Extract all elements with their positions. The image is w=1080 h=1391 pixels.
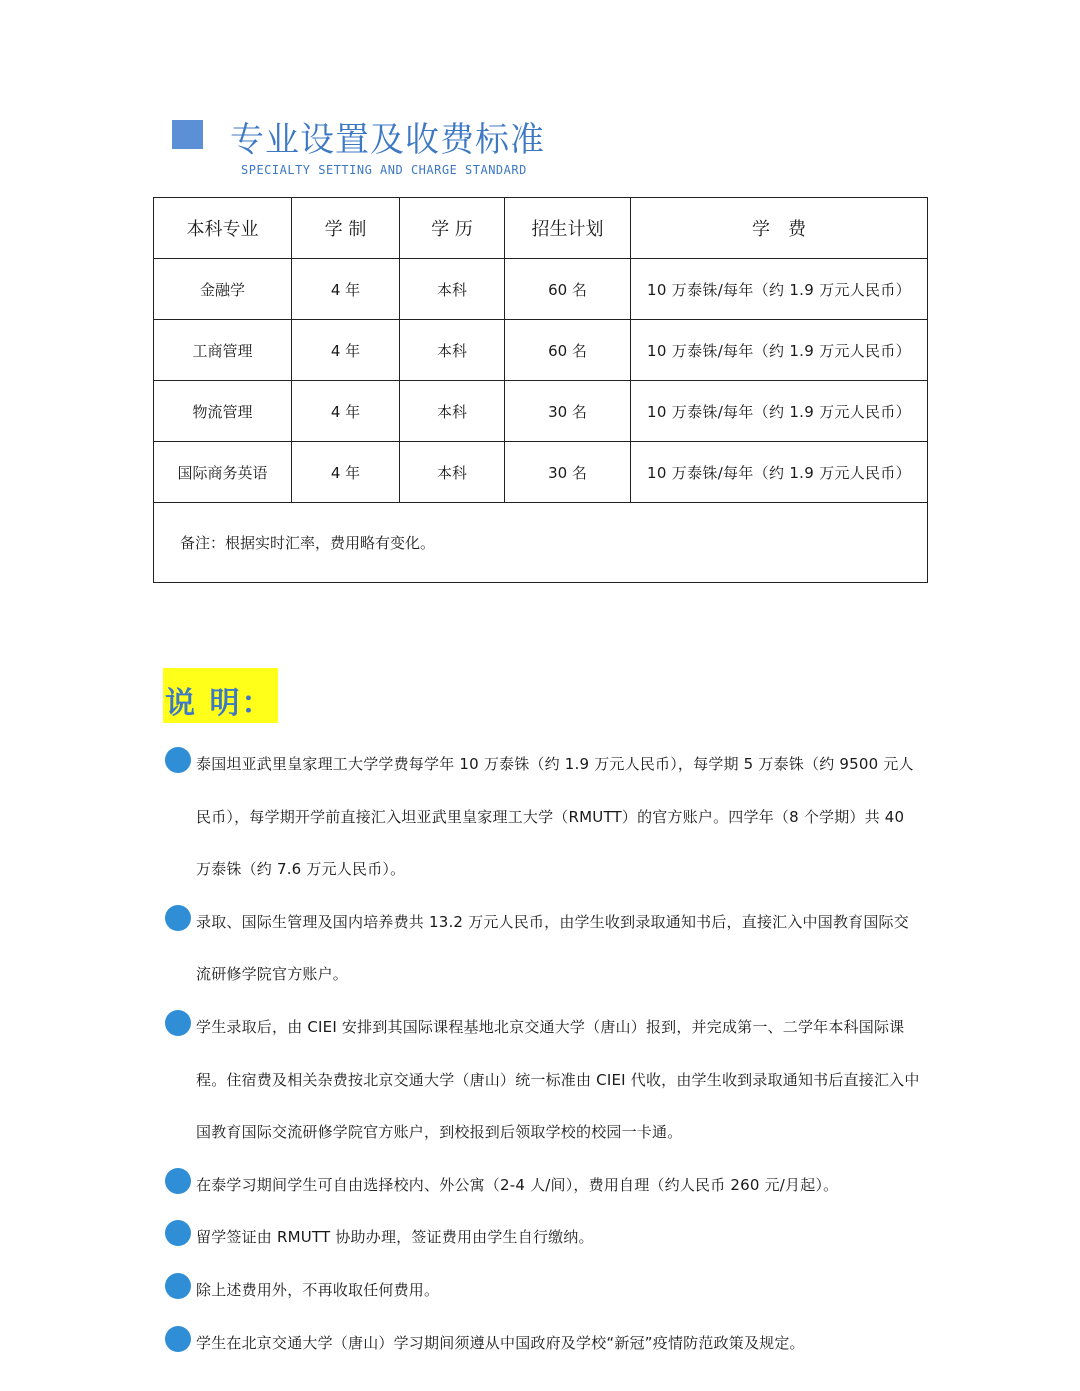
table-row: [154, 320, 928, 381]
cell-duration: 4 年: [292, 320, 400, 381]
list-item: [163, 1159, 923, 1212]
bullet-dot-icon: [165, 1326, 191, 1352]
header-quota: 招生计划: [505, 198, 631, 259]
bullet-dot-icon: [165, 1273, 191, 1299]
bullet-dot-icon: [165, 1220, 191, 1246]
cell-duration: 4 年: [292, 442, 400, 503]
cell-fee: 10 万泰铢/每年（约 1.9 万元人民币）: [631, 320, 928, 381]
header-duration: 学 制: [292, 198, 400, 259]
cell-major: 工商管理: [154, 320, 292, 381]
page-title: 专业设置及收费标准: [230, 120, 545, 160]
explain-list: [163, 738, 923, 1369]
table-note: 备注：根据实时汇率，费用略有变化。: [154, 503, 928, 583]
explain-heading: 说 明：: [165, 686, 274, 721]
list-item-text: 留学签证由 RMUTT 协助办理，签证费用由学生自行缴纳。: [196, 1228, 594, 1247]
list-item: [163, 1264, 923, 1317]
header-degree: 学 历: [400, 198, 505, 259]
header-fee: 学 费: [631, 198, 928, 259]
list-item-text: 泰国坦亚武里皇家理工大学学费每学年 10 万泰铢（约 1.9 万元人民币），每学期 5 万泰铢（约 9500 元人民币），每学期开学前直接汇入坦亚武里皇家理工大学（RMUTT）的官方账户。四学年（8 个学期）共 40 万泰铢（约 7.6 万元人民币）。: [196, 755, 914, 879]
cell-quota: 60 名: [505, 259, 631, 320]
table-row: [154, 381, 928, 442]
list-item: [163, 1211, 923, 1264]
list-item: [163, 896, 923, 1001]
cell-degree: 本科: [400, 381, 505, 442]
list-item: [163, 1001, 923, 1159]
list-item-text: 录取、国际生管理及国内培养费共 13.2 万元人民币，由学生收到录取通知书后，直接汇入中国教育国际交流研修学院官方账户。: [196, 912, 909, 984]
bullet-dot-icon: [165, 747, 191, 773]
cell-quota: 30 名: [505, 442, 631, 503]
list-item-text: 除上述费用外，不再收取任何费用。: [196, 1280, 440, 1299]
title-square-icon: [172, 120, 203, 149]
list-item-text: 学生录取后，由 CIEI 安排到其国际课程基地北京交通大学（唐山）报到，并完成第一、二学年本科国际课程。住宿费及相关杂费按北京交通大学（唐山）统一标准由 CIEI 代收，由学生收到录取通知书后直接汇入中国教育国际交流研修学院官方账户，到校报到后领取学校的校园一卡通。: [196, 1017, 920, 1142]
table-note-row: [154, 503, 928, 583]
cell-degree: 本科: [400, 259, 505, 320]
list-item-text: 学生在北京交通大学（唐山）学习期间须遵从中国政府及学校“新冠”疫情防范政策及规定。: [196, 1333, 805, 1352]
table-header-row: [154, 198, 928, 259]
cell-major: 物流管理: [154, 381, 292, 442]
cell-quota: 30 名: [505, 381, 631, 442]
cell-duration: 4 年: [292, 259, 400, 320]
cell-duration: 4 年: [292, 381, 400, 442]
bullet-dot-icon: [165, 1168, 191, 1194]
cell-fee: 10 万泰铢/每年（约 1.9 万元人民币）: [631, 442, 928, 503]
cell-major: 金融学: [154, 259, 292, 320]
bullet-dot-icon: [165, 905, 191, 931]
cell-fee: 10 万泰铢/每年（约 1.9 万元人民币）: [631, 381, 928, 442]
cell-degree: 本科: [400, 442, 505, 503]
page-subtitle: SPECIALTY SETTING AND CHARGE STANDARD: [241, 163, 527, 177]
header-major: 本科专业: [154, 198, 292, 259]
cell-degree: 本科: [400, 320, 505, 381]
explain-heading-highlight: [163, 668, 278, 723]
table-row: [154, 442, 928, 503]
cell-quota: 60 名: [505, 320, 631, 381]
list-item: [163, 1317, 923, 1370]
cell-major: 国际商务英语: [154, 442, 292, 503]
bullet-dot-icon: [165, 1010, 191, 1036]
fee-table: [153, 197, 928, 583]
table-row: [154, 259, 928, 320]
list-item: [163, 738, 923, 896]
cell-fee: 10 万泰铢/每年（约 1.9 万元人民币）: [631, 259, 928, 320]
list-item-text: 在泰学习期间学生可自由选择校内、外公寓（2-4 人/间），费用自理（约人民币 260 元/月起）。: [196, 1175, 839, 1194]
